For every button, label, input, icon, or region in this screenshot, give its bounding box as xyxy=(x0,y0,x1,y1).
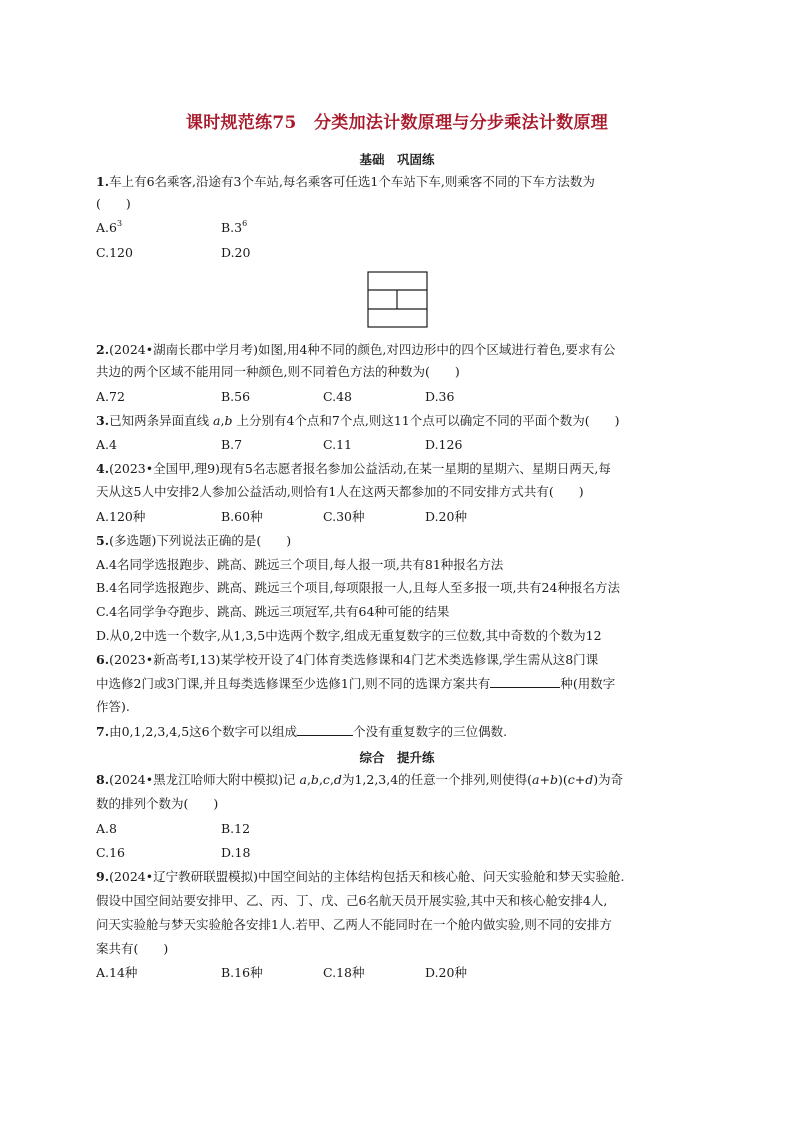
question-7-number: 7. xyxy=(96,724,110,739)
question-5-stem: (多选题)下列说法正确的是( ) xyxy=(109,533,292,548)
question-1-option-b: $B.3^6$ xyxy=(221,219,248,235)
question-6-line-3: 作答). xyxy=(96,699,130,714)
section-basic: 基础 巩固练 xyxy=(359,152,435,167)
question-6-stem: (2023•新高考Ⅰ,13)某学校开设了4门体育类选修课和4门艺术类选修课,学生需从这8门课 xyxy=(109,652,599,667)
question-4-number: 4. xyxy=(96,461,110,476)
section-advanced: 综合 提升练 xyxy=(359,750,435,765)
question-2-number: 2. xyxy=(96,342,110,357)
question-8-option-c: C.16 xyxy=(96,845,125,860)
question-6-line-1 xyxy=(96,652,598,668)
question-1-line-1 xyxy=(96,174,595,190)
question-1-number: 1. xyxy=(96,174,110,189)
question-8-option-a: A.8 xyxy=(96,821,117,836)
question-9-option-a: A.14种 xyxy=(96,965,138,980)
question-4-option-c: C.30种 xyxy=(323,509,365,524)
page-title: 课时规范练75 分类加法计数原理与分步乘法计数原理 xyxy=(185,113,609,133)
question-3-option-b: B.7 xyxy=(221,437,243,452)
question-6-answer-blank[interactable] xyxy=(490,675,560,688)
question-7-line-1: 7.由0,1,2,3,4,5这6个数字可以组成 个没有重复数字的三位偶数. xyxy=(96,724,508,739)
question-2-option-a: A.72 xyxy=(96,389,125,404)
question-7-answer-blank[interactable] xyxy=(297,723,353,736)
question-3-line-1: 3.已知两条异面直线 a,b 上分别有4个点和7个点,则这11个点可以确定不同的平面个数为( ) xyxy=(96,413,620,428)
question-1-option-d: D.20 xyxy=(221,245,251,260)
question-3-option-a: A.4 xyxy=(96,437,117,452)
question-2-option-b: B.56 xyxy=(221,389,251,404)
question-4-option-d: D.20种 xyxy=(425,509,467,524)
question-8-line-2: 数的排列个数为( ) xyxy=(96,796,219,811)
question-1-option-c: C.120 xyxy=(96,245,133,260)
question-1-line-2: ( ) xyxy=(96,196,131,211)
quadrilateral-regions-figure xyxy=(367,271,429,329)
question-5-option-c: C.4名同学争夺跑步、跳高、跳远三项冠军,共有64种可能的结果 xyxy=(96,604,450,619)
question-9-line-2: 假设中国空间站要安排甲、乙、丙、丁、戊、己6名航天员开展实验,其中天和核心舱安排4人, xyxy=(96,893,608,908)
question-5-option-a: A.4名同学选报跑步、跳高、跳远三个项目,每人报一项,共有81种报名方法 xyxy=(96,557,504,572)
question-9-option-c: C.18种 xyxy=(323,965,365,980)
question-2-line-1 xyxy=(96,342,615,358)
question-8-number: 8. xyxy=(96,772,110,787)
question-9-option-d: D.20种 xyxy=(425,965,467,980)
question-4-option-b: B.60种 xyxy=(221,509,263,524)
question-6-line-2: 中选修2门或3门课,并且每类选修课至少选修1门,则不同的选课方案共有 种(用数字 xyxy=(96,676,616,691)
question-9-stem: (2024•辽宁教研联盟模拟)中国空间站的主体结构包括天和核心舱、问天实验舱和梦天实验舱. xyxy=(109,869,625,884)
question-8-line-1: 8.(2024•黑龙江哈师大附中模拟)记 a,b,c,d为1,2,3,4的任意一个排列,则使得(a+b)(c+d)为奇 xyxy=(96,772,624,787)
question-3-option-c: C.11 xyxy=(323,437,352,452)
question-4-option-a: A.120种 xyxy=(96,509,146,524)
question-5-line-1 xyxy=(96,533,291,549)
question-5-option-b: B.4名同学选报跑步、跳高、跳远三个项目,每项限报一人,且每人至多报一项,共有24种报名方法 xyxy=(96,580,620,595)
question-8-option-b: B.12 xyxy=(221,821,251,836)
question-2-option-c: C.48 xyxy=(323,389,352,404)
question-6-number: 6. xyxy=(96,652,110,667)
question-1-stem: 车上有6名乘客,沿途有3个车站,每名乘客可任选1个车站下车,则乘客不同的下车方法数为 xyxy=(109,174,595,189)
question-2-stem: (2024•湖南长郡中学月考)如图,用4种不同的颜色,对四边形中的四个区域进行着色,要求有公 xyxy=(109,342,616,357)
question-4-stem: (2023•全国甲,理9)现有5名志愿者报名参加公益活动,在某一星期的星期六、星期日两天,每 xyxy=(109,461,611,476)
question-3-number: 3. xyxy=(96,413,110,428)
question-5-option-d: D.从0,2中选一个数字,从1,3,5中选两个数字,组成无重复数字的三位数,其中奇数的个数为12 xyxy=(96,628,602,643)
question-9-line-3: 问天实验舱与梦天实验舱各安排1人.若甲、乙两人不能同时在一个舱内做实验,则不同的安排方 xyxy=(96,917,612,932)
question-3-option-d: D.126 xyxy=(425,437,463,452)
question-4-line-2: 天从这5人中安排2人参加公益活动,则恰有1人在这两天都参加的不同安排方式共有( ) xyxy=(96,484,584,499)
question-9-number: 9. xyxy=(96,869,110,884)
question-1-option-a: $A.6^3$ xyxy=(96,219,123,235)
question-8-option-d: D.18 xyxy=(221,845,251,860)
question-9-line-4: 案共有( ) xyxy=(96,941,169,956)
question-4-line-1 xyxy=(96,461,611,477)
question-9-option-b: B.16种 xyxy=(221,965,263,980)
question-5-number: 5. xyxy=(96,533,110,548)
question-9-line-1 xyxy=(96,869,624,885)
question-2-option-d: D.36 xyxy=(425,389,455,404)
question-2-line-2: 共边的两个区域不能用同一种颜色,则不同着色方法的种数为( ) xyxy=(96,364,460,379)
